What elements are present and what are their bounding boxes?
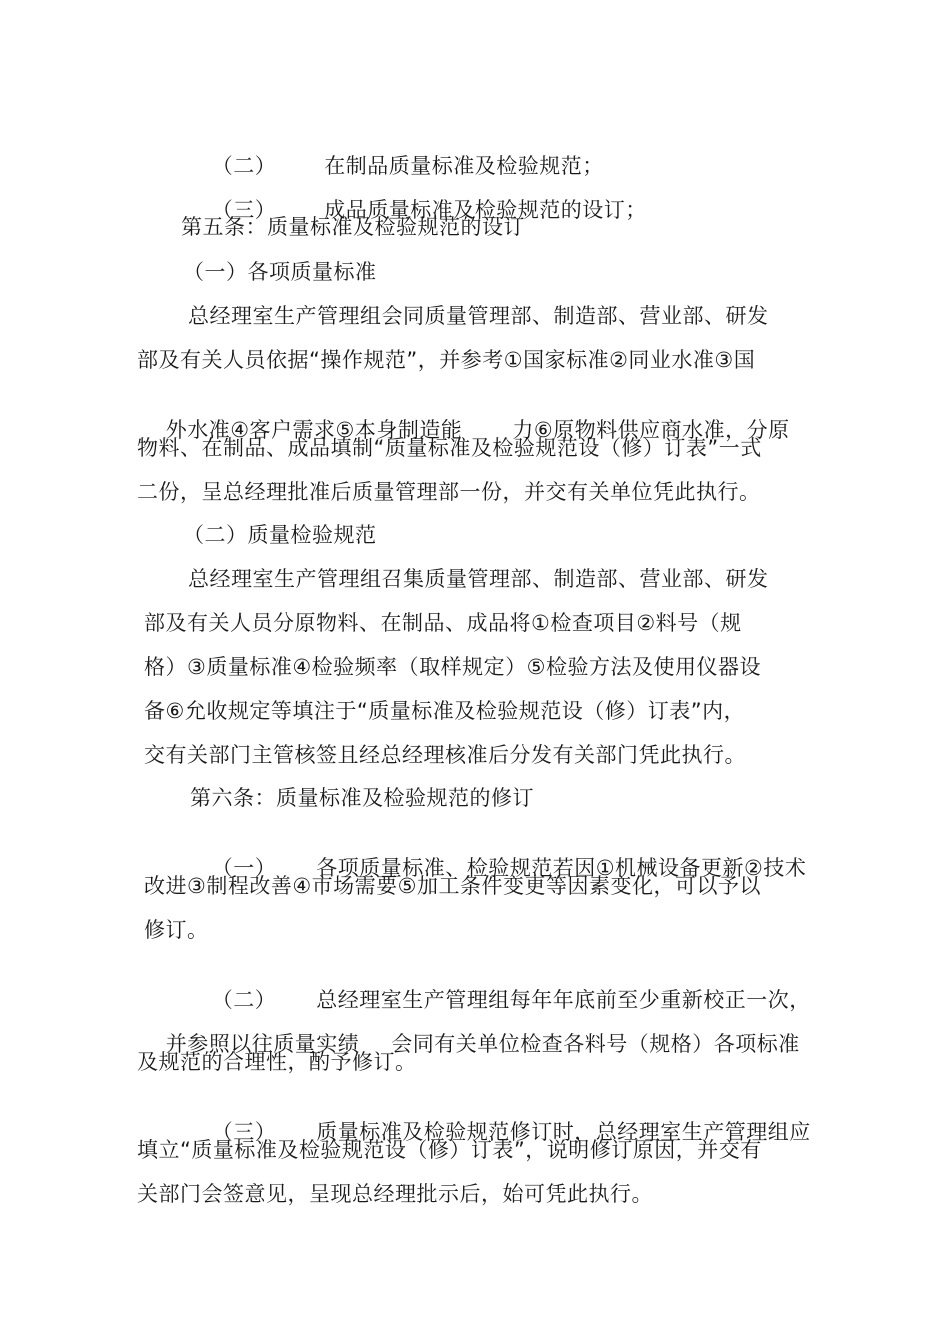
paragraph-line: （三） 质量标准及检验规范修订时，总经理室生产管理组应 (211, 1120, 811, 1144)
item-text: 在制品质量标准及检验规范； (324, 154, 604, 178)
paragraph-line: 物料、在制品、成品填制“质量标准及检验规范设（修）订表”一式 (137, 436, 762, 460)
item-number: （二） (211, 154, 277, 178)
paragraph-line: 部及有关人员依据“操作规范”，并参考①国家标准②同业水准③国 (137, 348, 756, 372)
paragraph-line: 修订。 (144, 918, 209, 942)
paragraph-line: 及规范的合理性，酌予修订。 (137, 1050, 417, 1074)
paragraph-line: 格）③质量标准④检验频率（取样规定）⑤检验方法及使用仪器设 (144, 655, 761, 679)
paragraph-line: 备⑥允收规定等填注于“质量标准及检验规范设（修）订表”内， (144, 699, 746, 723)
paragraph-line: （二） 总经理室生产管理组每年年底前至少重新校正一次， (211, 988, 811, 1012)
paragraph-line: 交有关部门主管核签且经总经理核准后分发有关部门凭此执行。 (144, 743, 746, 767)
paragraph-line: 总经理室生产管理组召集质量管理部、制造部、营业部、研发 (188, 567, 769, 591)
item-number: （三） (211, 1120, 277, 1144)
article-5-heading: 第五条：质量标准及检验规范的设订 (181, 215, 525, 239)
paragraph-line: 总经理室生产管理组会同质量管理部、制造部、营业部、研发 (188, 304, 769, 328)
paragraph-line: 关部门会签意见，呈现总经理批示后，始可凭此执行。 (137, 1182, 653, 1206)
paragraph-line: （一） 各项质量标准、检验规范若因①机械设备更新②技术 (211, 856, 807, 880)
paragraph-line: 二份，呈总经理批准后质量管理部一份，并交有关单位凭此执行。 (137, 480, 761, 504)
paragraph-line: 填立“质量标准及检验规范设（修）订表”，说明修订原因，并交有 (137, 1138, 762, 1162)
paragraph-line: 并参照以往质量实绩 会同有关单位检查各料号（规格）各项标准 (165, 1032, 800, 1056)
subsection-2-heading: （二）质量检验规范 (183, 523, 377, 547)
paragraph-line: 部及有关人员分原物料、在制品、成品将①检查项目②料号（规 (144, 611, 742, 635)
article-6-heading: 第六条：质量标准及检验规范的修订 (190, 786, 534, 810)
item-text: 成品质量标准及检验规范的设订； (324, 198, 647, 222)
subsection-1-heading: （一）各项质量标准 (183, 260, 377, 284)
item-number: （三） (211, 198, 277, 222)
item-number: （一） (211, 856, 277, 880)
item-number: （二） (211, 988, 277, 1012)
paragraph-line: 外水准④客户需求⑤本身制造能 力⑥原物料供应商水准，分原 (165, 418, 790, 442)
paragraph-line: 改进③制程改善④市场需要⑤加工条件变更等因素变化，可以予以 (144, 874, 761, 898)
